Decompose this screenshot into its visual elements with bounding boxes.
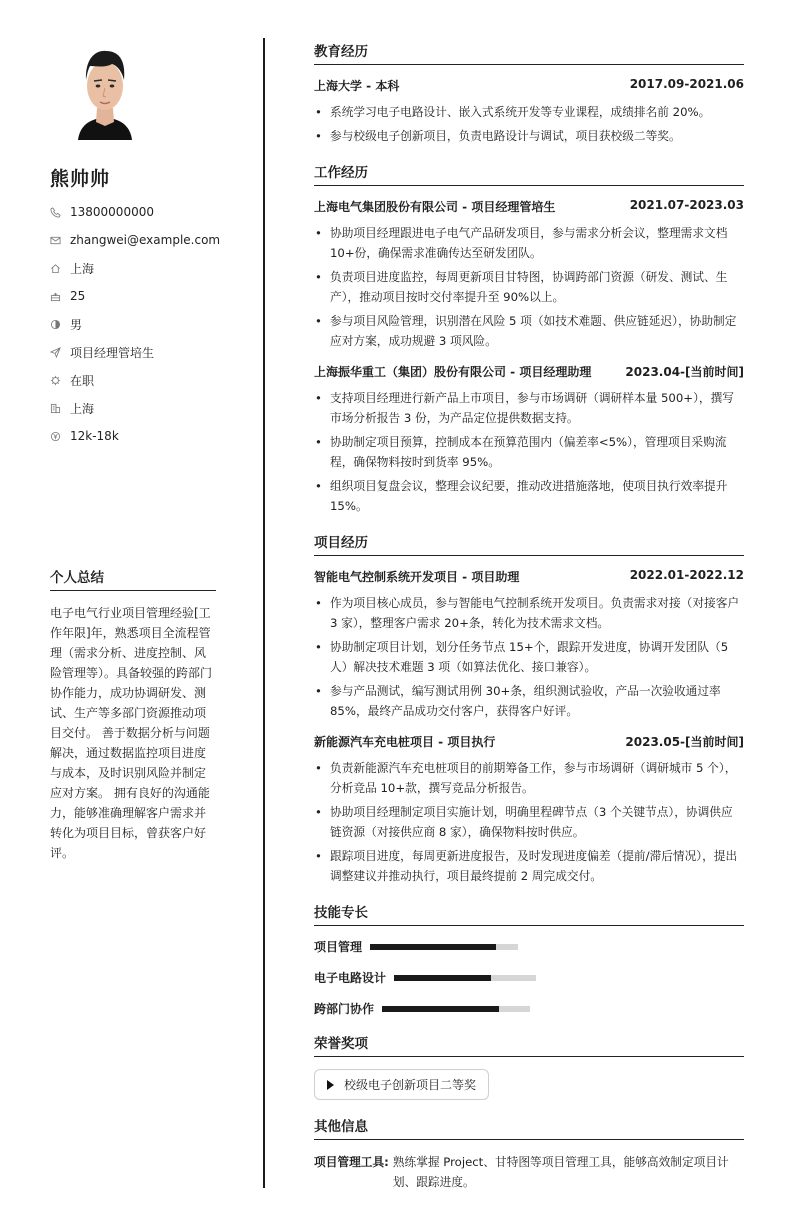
skill-bar-fill <box>382 1006 499 1012</box>
age-icon <box>50 291 61 302</box>
skills-title: 技能专长 <box>314 901 744 926</box>
list-item: • 协助项目经理跟进电子电气产品研发项目，参与需求分析会议，整理需求文档 10+份，确保需求准确传达至研发团队。 <box>314 223 744 263</box>
gender-text: 男 <box>70 317 83 332</box>
other-label: 项目管理工具: <box>314 1155 389 1169</box>
skill-name: 跨部门协作 <box>314 1002 375 1016</box>
city-row <box>50 394 216 422</box>
home-icon <box>50 263 61 274</box>
building-icon <box>50 403 61 414</box>
right-column <box>314 40 744 1207</box>
list-item: • 协助项目经理制定项目实施计划，明确里程碑节点（3 个关键节点），协调供应链资源（对接供应商 8 家），确保物料按时供应。 <box>314 802 744 842</box>
project-bullets <box>314 758 744 886</box>
play-icon <box>327 1080 334 1090</box>
list-item: • 协助制定项目计划，划分任务节点 15+个，跟踪开发进度，协调开发团队（5 人）解决技术难题 3 项（如算法优化、接口兼容）。 <box>314 637 744 677</box>
list-item: • 作为项目核心成员，参与智能电气控制系统开发项目。负责需求对接（对接客户 3 家），整理客户需求 20+条，转化为技术需求文档。 <box>314 593 744 633</box>
education-entry-header <box>314 77 744 94</box>
project-entry-header <box>314 733 744 750</box>
work-org: 上海振华重工（集团）股份有限公司 - 项目经理助理 <box>314 365 592 379</box>
skill-name: 项目管理 <box>314 940 363 954</box>
work-entry-header <box>314 198 744 215</box>
list-item: • 负责项目进度监控，每周更新项目甘特图，协调跨部门资源（研发、测试、生产），推动项目按时交付率提升至 90%以上。 <box>314 267 744 307</box>
skill-bar <box>370 944 518 950</box>
skill-bar-fill <box>370 944 496 950</box>
list-item: • 支持项目经理进行新产品上市项目，参与市场调研（调研样本量 500+），撰写市场分析报告 3 份，为产品定位提供数据支持。 <box>314 388 744 428</box>
list-item: • 组织项目复盘会议，整理会议纪要，推动改进措施落地，使项目执行效率提升 15%。 <box>314 476 744 516</box>
location-row <box>50 254 216 282</box>
skill-bar <box>394 975 536 981</box>
awards-title: 荣誉奖项 <box>314 1032 744 1057</box>
work-title: 工作经历 <box>314 161 744 186</box>
skill-item <box>314 938 536 955</box>
status-text: 在职 <box>70 373 95 388</box>
projects-section <box>314 531 744 886</box>
project-period: 2022.01-2022.12 <box>629 568 744 582</box>
position-text: 项目经理管培生 <box>70 345 155 360</box>
list-item: • 负责新能源汽车充电桩项目的前期筹备工作，参与市场调研（调研城市 5 个），分析竞品 10+款，撰写竞品分析报告。 <box>314 758 744 798</box>
list-item: • 系统学习电子电路设计、嵌入式系统开发等专业课程，成绩排名前 20%。 <box>314 102 744 122</box>
skill-item <box>314 1000 536 1017</box>
location-text: 上海 <box>70 261 95 276</box>
other-text: 熟练掌握 Project、甘特图等项目管理工具，能够高效制定项目计划、跟踪进度。 <box>392 1155 729 1189</box>
project-bullets <box>314 593 744 721</box>
work-section <box>314 161 744 516</box>
list-item: • 参与校级电子创新项目，负责电路设计与调试，项目获校级二等奖。 <box>314 126 744 146</box>
education-section <box>314 40 744 146</box>
projects-title: 项目经历 <box>314 531 744 556</box>
work-period: 2021.07-2023.03 <box>629 198 744 212</box>
gender-icon <box>50 319 61 330</box>
summary-title: 个人总结 <box>50 566 216 591</box>
work-entry-header <box>314 363 744 380</box>
project-name: 智能电气控制系统开发项目 - 项目助理 <box>314 570 520 584</box>
phone-row <box>50 198 216 226</box>
gender-row <box>50 310 216 338</box>
list-item: • 参与产品测试，编写测试用例 30+条，组织测试验收，产品一次验收通过率 85%，最终产品成功交付客户，获得客户好评。 <box>314 681 744 721</box>
column-divider <box>263 38 265 1188</box>
work-bullets <box>314 388 744 516</box>
other-row <box>314 1152 744 1192</box>
education-school: 上海大学 - 本科 <box>314 79 400 93</box>
other-section <box>314 1115 744 1192</box>
skills-section <box>314 901 744 1017</box>
salary-text: 12k-18k <box>70 429 119 443</box>
salary-icon <box>50 431 61 442</box>
status-icon <box>50 375 61 386</box>
award-item[interactable] <box>314 1069 489 1100</box>
list-item: • 参与项目风险管理，识别潜在风险 5 项（如技术难题、供应链延迟），协助制定应对方案，成功规避 3 项风险。 <box>314 311 744 351</box>
age-text: 25 <box>70 289 86 303</box>
phone-icon <box>50 207 61 218</box>
work-bullets <box>314 223 744 351</box>
summary-section <box>50 566 216 863</box>
project-period: 2023.05-[当前时间] <box>625 735 744 749</box>
education-period: 2017.09-2021.06 <box>629 77 744 91</box>
work-period: 2023.04-[当前时间] <box>625 365 744 379</box>
contact-info <box>50 198 221 450</box>
phone-text: 13800000000 <box>70 205 154 219</box>
skill-item <box>314 969 536 986</box>
summary-text: 电子电气行业项目管理经验[工作年限]年，熟悉项目全流程管理（需求分析、进度控制、风险管理等）。具备较强的跨部门协作能力，成功协调研发、测试、生产等多部门资源推动项目交付。 善于数据分析与问题解决，通过数据监控项目进度与成本，及时识别风险并制定应对方案。 拥有良好的沟通能力，能够准确理解客户需求并转化为项目目标，曾获客户好评。 <box>50 606 213 860</box>
skills-list <box>314 938 744 1017</box>
project-name: 新能源汽车充电桩项目 - 项目执行 <box>314 735 496 749</box>
list-item: • 协助制定项目预算，控制成本在预算范围内（偏差率<5%），管理项目采购流程，确保物料按时到货率 95%。 <box>314 432 744 472</box>
project-entry-header <box>314 568 744 585</box>
list-item: • 跟踪项目进度，每周更新进度报告，及时发现进度偏差（提前/滞后情况），提出调整建议并推动执行，项目最终提前 2 周完成交付。 <box>314 846 744 886</box>
work-org: 上海电气集团股份有限公司 - 项目经理管培生 <box>314 200 556 214</box>
email-text: zhangwei@example.com <box>70 233 221 247</box>
send-icon <box>50 347 61 358</box>
age-row <box>50 282 216 310</box>
salary-row <box>50 422 216 450</box>
education-bullets <box>314 102 744 146</box>
candidate-name: 熊帅帅 <box>50 168 111 190</box>
email-row <box>50 226 221 254</box>
skill-bar-fill <box>394 975 491 981</box>
position-row <box>50 338 216 366</box>
awards-section <box>314 1032 744 1100</box>
avatar <box>72 44 138 140</box>
status-row <box>50 366 216 394</box>
city-text: 上海 <box>70 401 95 416</box>
award-text: 校级电子创新项目二等奖 <box>344 1078 477 1092</box>
skill-name: 电子电路设计 <box>314 971 387 985</box>
other-title: 其他信息 <box>314 1115 744 1140</box>
education-title: 教育经历 <box>314 40 744 65</box>
skill-bar <box>382 1006 530 1012</box>
mail-icon <box>50 235 61 246</box>
